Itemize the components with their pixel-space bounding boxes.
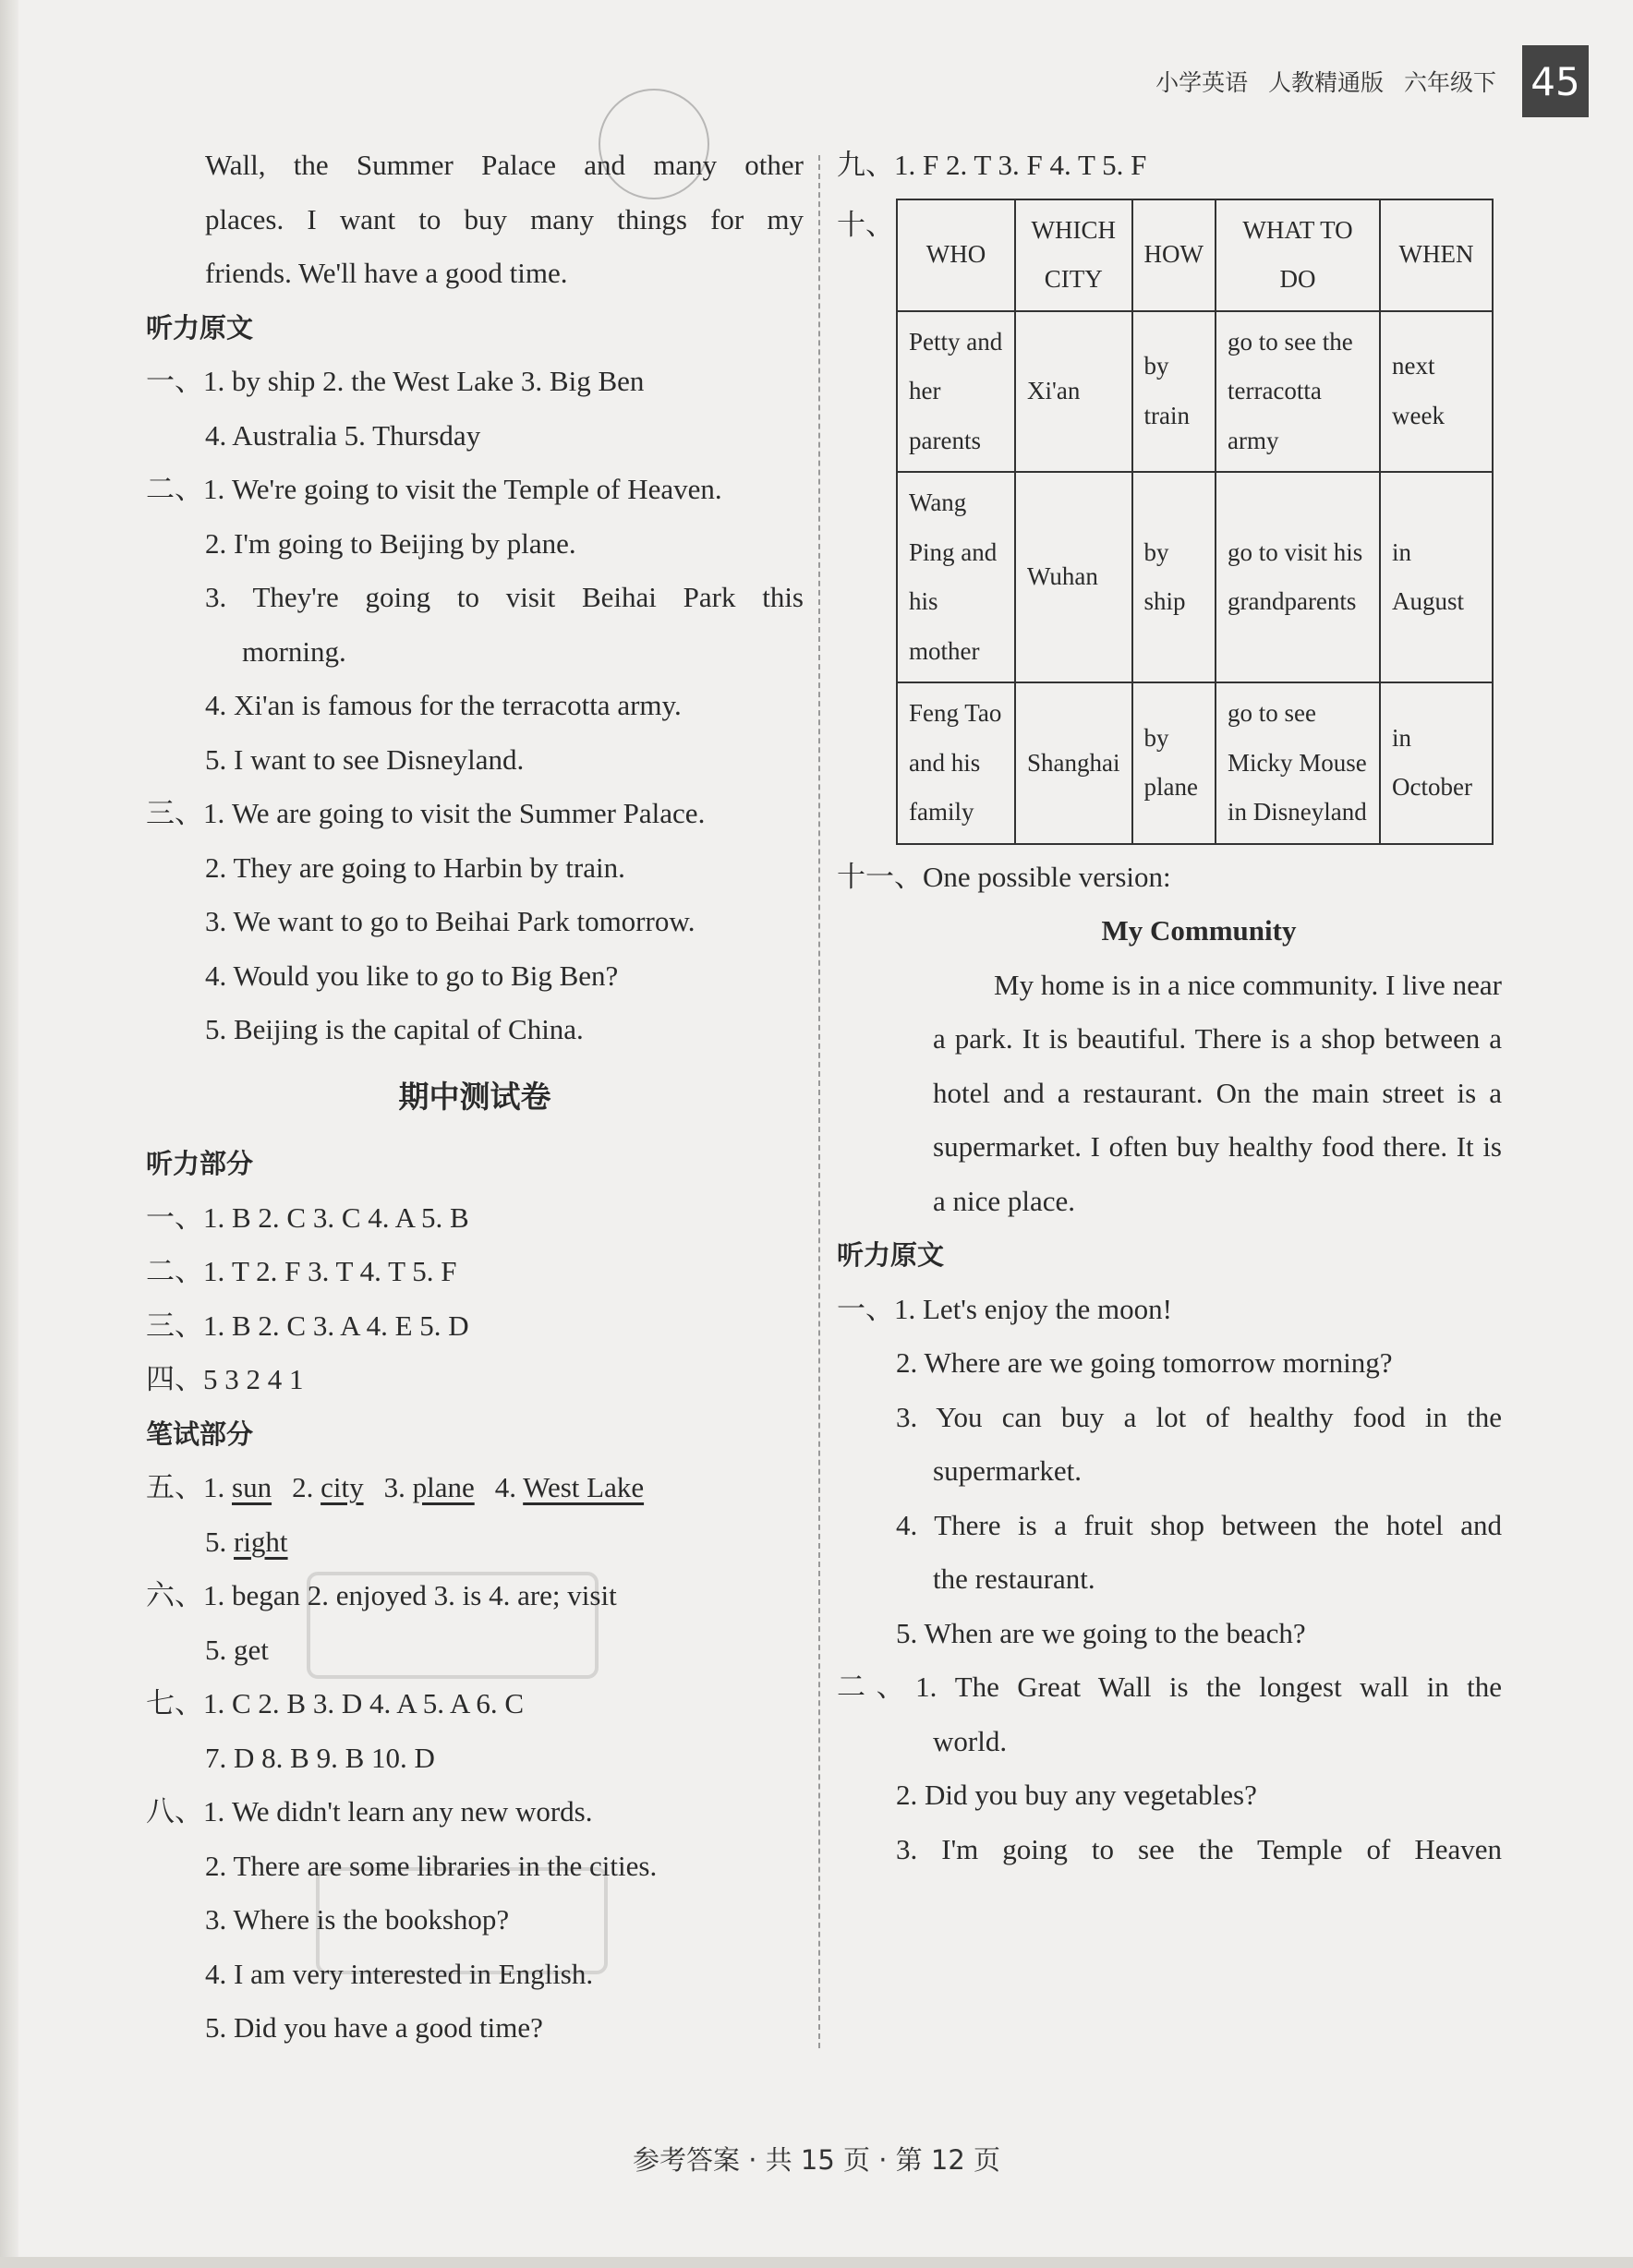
item-label: 二、 — [837, 1671, 916, 1703]
table-header: HOW — [1132, 199, 1216, 311]
item-label: 一、 — [146, 365, 203, 397]
answer-word: plane — [412, 1471, 475, 1503]
item-label: 二、 — [146, 473, 203, 505]
section-heading: 笔试部分 — [146, 1418, 254, 1450]
answer-item — [146, 355, 804, 409]
table-row — [897, 472, 1493, 682]
answer-item — [146, 1785, 804, 1840]
answer-text: One possible version: — [923, 860, 1171, 893]
table-cell: by plane — [1132, 682, 1216, 844]
text-line: Wall, the Summer Palace and many other — [205, 149, 804, 181]
page-footer: 参考答案 · 共 15 页 · 第 12 页 — [633, 2144, 1000, 2176]
answer-item — [837, 139, 1502, 193]
answer-text: 4. Xi'an is famous for the terracotta army. — [205, 689, 682, 721]
answer-text: 1. F 2. T 3. F 4. T 5. F — [894, 149, 1147, 181]
answer-text: morning. — [242, 634, 346, 668]
answer-item — [837, 1660, 1502, 1715]
answer-text: 2. They are going to Harbin by train. — [205, 850, 625, 884]
answer-text: 2. Where are we going tomorrow morning? — [896, 1346, 1393, 1379]
text-line: places. I want to buy many things for my — [205, 202, 804, 235]
item-label: 二、 — [146, 1255, 203, 1287]
answer-text: 5. Beijing is the capital of China. — [205, 1013, 584, 1045]
answer-item — [146, 1245, 804, 1299]
answer-text: 4. Australia 5. Thursday — [205, 418, 481, 452]
answer-text: 1. We're going to visit the Temple of Heaven. — [203, 473, 722, 505]
table-cell: Feng Tao and his family — [897, 682, 1015, 844]
item-label: 九、 — [837, 149, 894, 181]
page-edge-bottom — [0, 2257, 1633, 2268]
section-heading: 听力部分 — [146, 1148, 254, 1179]
item-label: 八、 — [146, 1795, 203, 1828]
table-header: WHICH CITY — [1015, 199, 1132, 311]
answer-table — [896, 199, 1494, 845]
answer-text: 4. Would you like to go to Big Ben? — [205, 959, 619, 992]
text-line: friends. We'll have a good time. — [205, 257, 568, 289]
answer-text: 1. Let's enjoy the moon! — [894, 1292, 1172, 1325]
table-cell: by train — [1132, 311, 1216, 473]
table-cell: in August — [1380, 472, 1493, 682]
answer-text: 1. We didn't learn any new words. — [203, 1795, 593, 1828]
answer-text: 3. They're going to visit Beihai Park this — [205, 581, 804, 613]
answer-word: right — [234, 1525, 288, 1558]
table-header: WHAT TO DO — [1216, 199, 1380, 311]
answer-text: the restaurant. — [933, 1562, 1095, 1595]
answer-item — [837, 1283, 1502, 1337]
answer-text: 5 3 2 4 1 — [203, 1363, 304, 1395]
answer-text: 1. The Great Wall is the longest wall in the — [915, 1671, 1503, 1703]
table-cell: Wang Ping and his mother — [897, 472, 1015, 682]
answer-item — [146, 1569, 804, 1623]
answer-word: West Lake — [523, 1471, 645, 1503]
page-edge — [0, 0, 18, 2268]
item-number: 1. — [203, 1471, 225, 1503]
table-cell: Petty and her parents — [897, 311, 1015, 473]
answer-item — [146, 463, 804, 517]
item-label: 三、 — [146, 1309, 203, 1342]
answer-item — [146, 1515, 804, 1570]
answer-text: 2. I'm going to Beijing by plane. — [205, 526, 576, 560]
answer-item — [146, 1461, 804, 1515]
answer-text: 1. began 2. enjoyed 3. is 4. are; visit — [203, 1579, 617, 1611]
answer-item — [146, 1677, 804, 1731]
table-header-row — [897, 199, 1493, 311]
right-column — [837, 139, 1502, 1876]
table-cell: in October — [1380, 682, 1493, 844]
section-heading: 听力原文 — [837, 1239, 945, 1271]
answer-item — [146, 1191, 804, 1246]
table-cell: next week — [1380, 311, 1493, 473]
item-label: 四、 — [146, 1363, 203, 1395]
essay-title: My Community — [1101, 914, 1297, 947]
item-label: 七、 — [146, 1687, 203, 1719]
answer-text: 2. Did you buy any vegetables? — [896, 1779, 1257, 1811]
item-label: 三、 — [146, 797, 203, 829]
table-cell: go to see the terracotta army — [1216, 311, 1380, 473]
page-number-badge: 45 — [1522, 45, 1589, 117]
answer-item — [837, 850, 1502, 905]
table-cell: go to see Micky Mouse in Disneyland — [1216, 682, 1380, 844]
essay-body — [837, 959, 1502, 1229]
answer-text: 5. When are we going to the beach? — [896, 1616, 1306, 1649]
answer-item — [146, 1299, 804, 1354]
page-header — [1155, 44, 1589, 118]
answer-text: 5. Did you have a good time? — [205, 2011, 543, 2044]
midterm-title: 期中测试卷 — [398, 1078, 551, 1115]
answer-text: 7. D 8. B 9. B 10. D — [205, 1741, 435, 1774]
item-number: 2. — [292, 1471, 314, 1503]
left-column — [146, 139, 804, 2056]
answer-text: 3. We want to go to Beihai Park tomorrow. — [205, 905, 696, 937]
answer-text: 1. B 2. C 3. A 4. E 5. D — [203, 1309, 469, 1342]
answer-item — [146, 1353, 804, 1407]
answer-text: 4. There is a fruit shop between the hotel and — [896, 1508, 1502, 1541]
section-heading: 听力原文 — [146, 311, 254, 344]
book-info: 小学英语 人教精通版 六年级下 — [1155, 69, 1496, 96]
answer-item — [837, 199, 1502, 845]
answer-text: 1. B 2. C 3. C 4. A 5. B — [203, 1200, 469, 1234]
item-label: 十一、 — [837, 860, 923, 893]
answer-text: 1. T 2. F 3. T 4. T 5. F — [203, 1255, 457, 1287]
answer-text: 5. get — [205, 1633, 269, 1666]
answer-text: 1. by ship 2. the West Lake 3. Big Ben — [203, 365, 645, 397]
item-number: 5. — [205, 1525, 227, 1558]
table-header: WHEN — [1380, 199, 1493, 311]
answer-text: 1. C 2. B 3. D 4. A 5. A 6. C — [203, 1687, 525, 1719]
item-number: 4. — [494, 1471, 516, 1503]
answer-text: 3. Where is the bookshop? — [205, 1903, 510, 1936]
item-number: 3. — [383, 1471, 405, 1503]
item-label: 五、 — [146, 1471, 203, 1503]
table-cell: Xi'an — [1015, 311, 1132, 473]
answer-text: supermarket. — [933, 1454, 1082, 1487]
answer-text: 4. I am very interested in English. — [205, 1957, 594, 1990]
table-cell: Wuhan — [1015, 472, 1132, 682]
item-label: 六、 — [146, 1579, 203, 1611]
column-divider — [818, 155, 820, 2048]
answer-item — [146, 787, 804, 841]
answer-text: 5. I want to see Disneyland. — [205, 742, 525, 776]
item-label: 一、 — [146, 1200, 203, 1234]
table-row — [897, 311, 1493, 473]
table-header: WHO — [897, 199, 1015, 311]
table-cell: go to visit his grandparents — [1216, 472, 1380, 682]
table-cell: Shanghai — [1015, 682, 1132, 844]
item-label: 十、 — [837, 208, 894, 241]
answer-word: sun — [232, 1471, 272, 1503]
answer-text: 2. There are some libraries in the cities. — [205, 1849, 658, 1882]
item-label: 一、 — [837, 1292, 894, 1325]
answer-word: city — [321, 1471, 364, 1503]
answer-text: 3. I'm going to see the Temple of Heaven — [896, 1832, 1502, 1865]
table-row — [897, 682, 1493, 844]
answer-text: 3. You can buy a lot of healthy food in the — [896, 1400, 1502, 1433]
essay-paragraph: My home is in a nice community. I live near a park. It is beautiful. There is a shop between a hotel and a restaurant. On the main street is a supermarket. I often buy healthy food there. It is a nice place. — [933, 968, 1502, 1217]
answer-text: 1. We are going to visit the Summer Palace. — [203, 797, 706, 829]
answer-text: world. — [933, 1724, 1008, 1757]
table-cell: by ship — [1132, 472, 1216, 682]
